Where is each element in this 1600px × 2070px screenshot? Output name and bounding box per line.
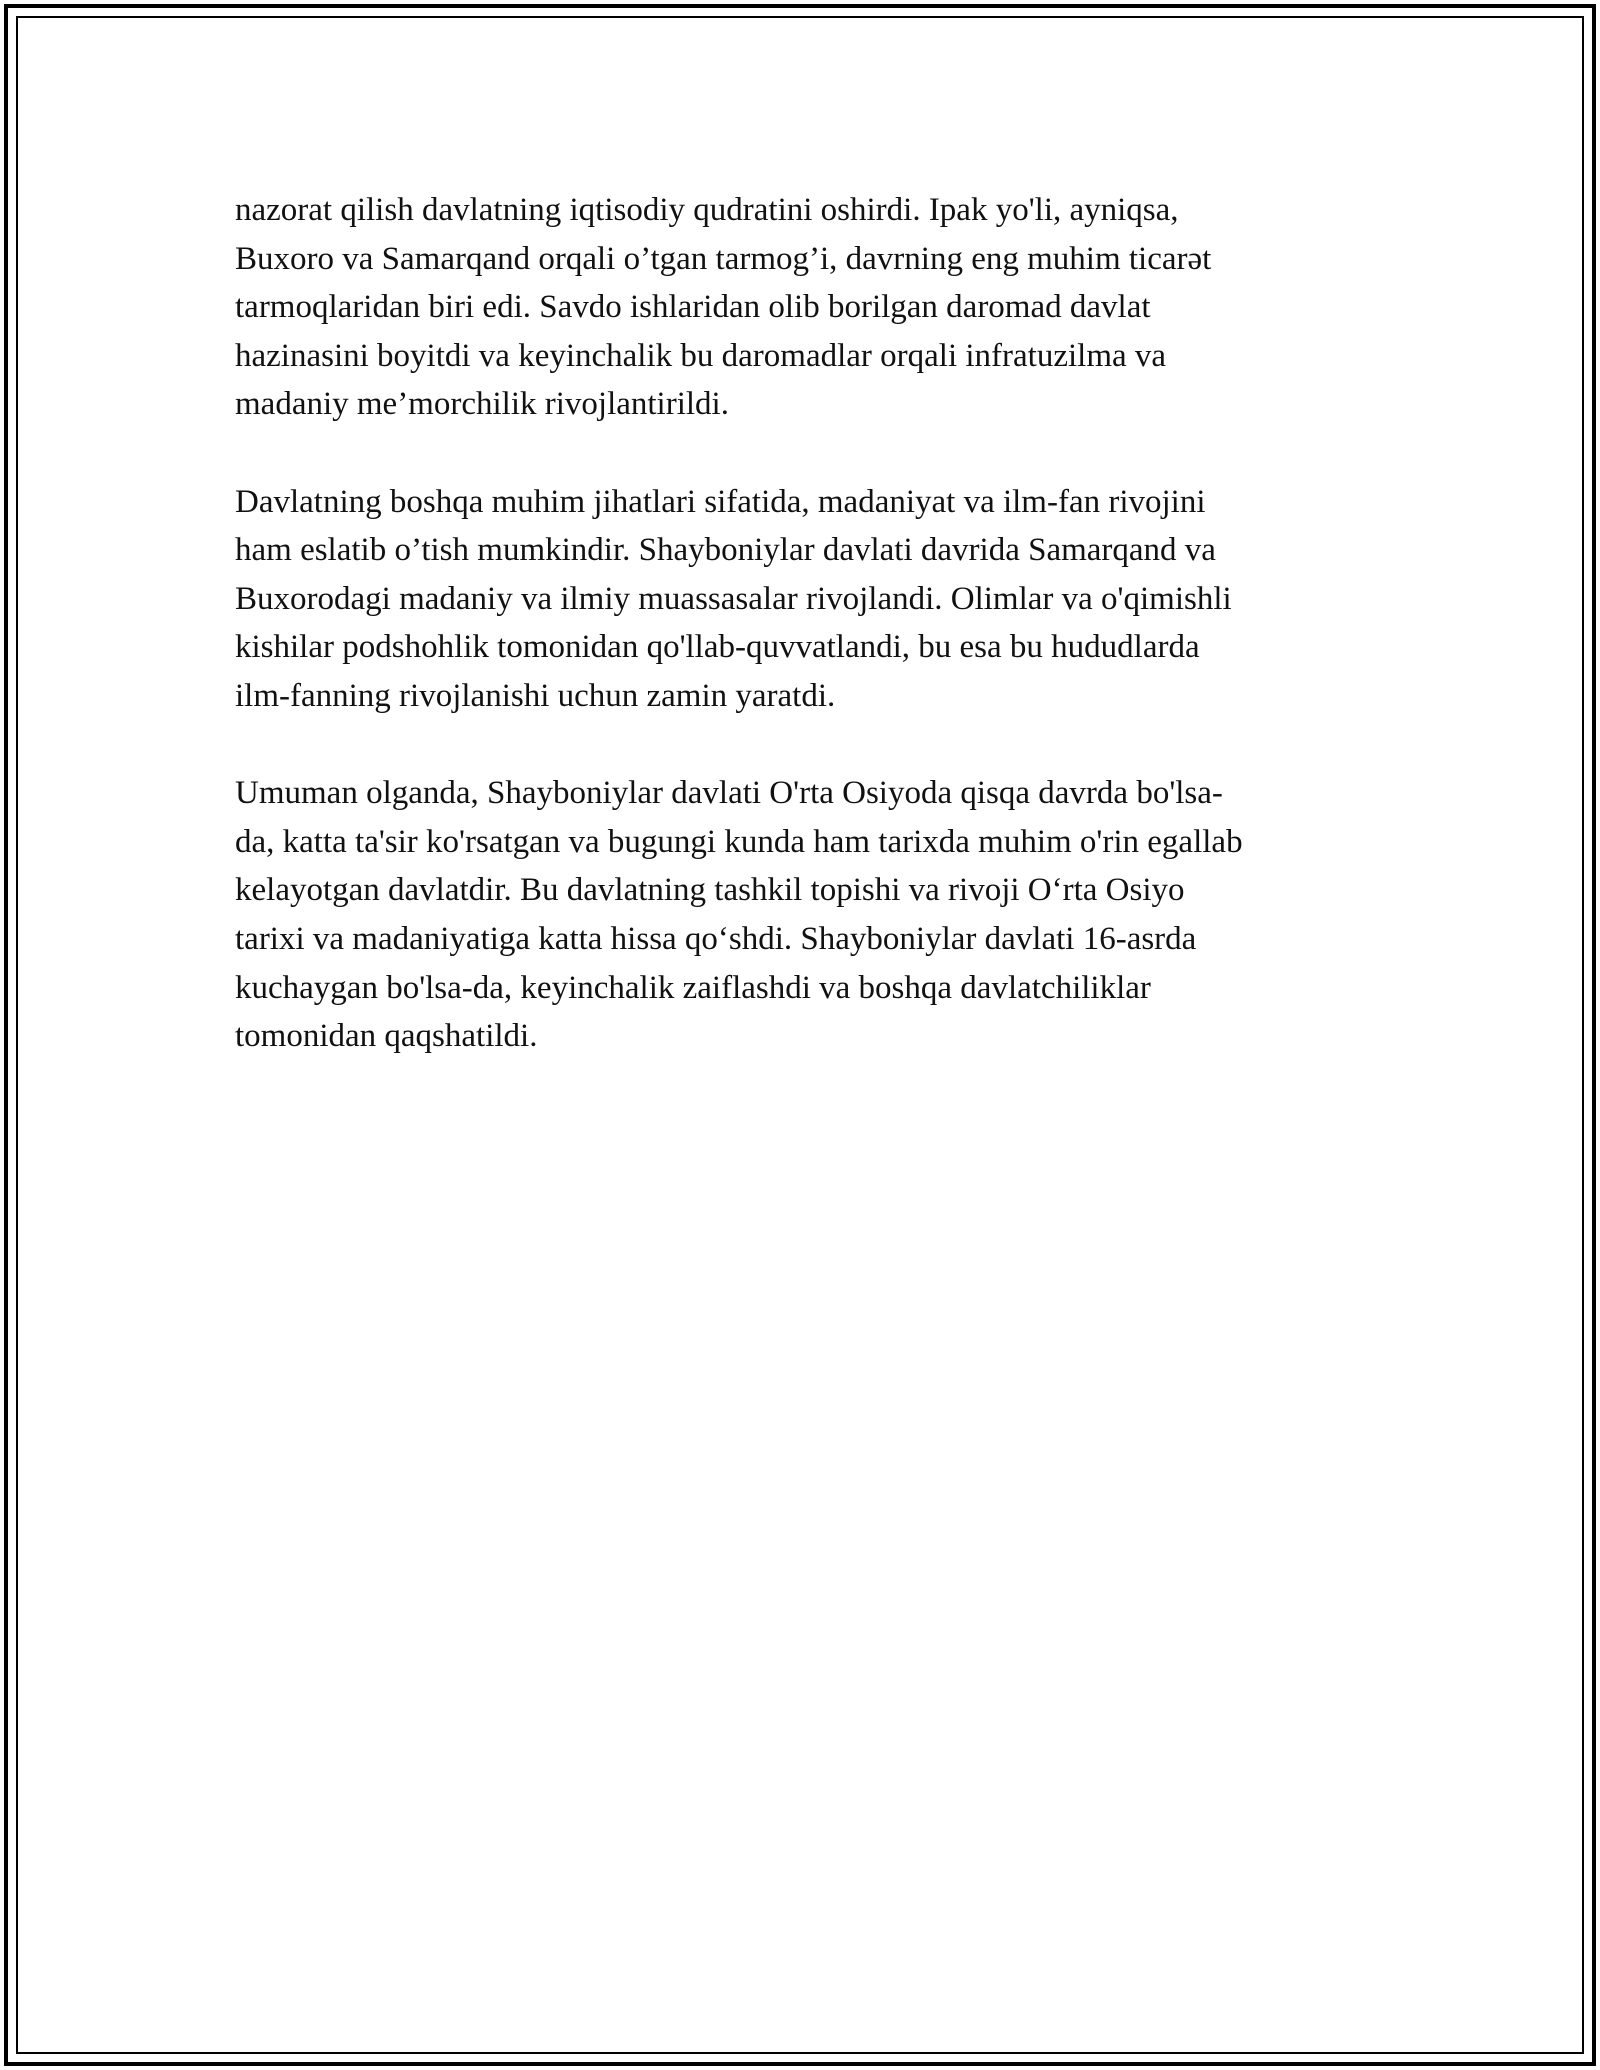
text-line: Umuman olganda, Shayboniylar davlati O'rta Osiyoda qisqa davrda bo'lsa- — [235, 775, 1223, 812]
text-line: tomonidan qaqshatildi. — [235, 1018, 538, 1055]
text-line: madaniy me’morchilik rivojlantirildi. — [235, 386, 729, 423]
text-line: nazorat qilish davlatning iqtisodiy qudratini oshirdi. Ipak yo'li, ayniqsa, — [235, 192, 1179, 228]
text-line: tarmoqlaridan biri edi. Savdo ishlaridan olib borilgan daromad davlat — [235, 289, 1151, 326]
text-line: Buxoro va Samarqand orqali o’tgan tarmog’i, davrning eng muhim ticarət — [235, 240, 1212, 277]
text-line: ilm-fanning rivojlanishi uchun zamin yaratdi. — [235, 677, 836, 714]
text-line: Davlatning boshqa muhim jihatlari sifatida, madaniyat va ilm-fan rivojini — [235, 483, 1206, 520]
text-line: hazinasini boyitdi va keyinchalik bu daromadlar orqali infratuzilma va — [235, 337, 1167, 374]
text-line: Buxorodagi madaniy va ilmiy muassasalar rivojlandi. Olimlar va o'qimishli — [235, 580, 1232, 617]
text-line: kelayotgan davlatdir. Bu davlatning tashkil topishi va rivoji O‘rta Osiyo — [235, 872, 1185, 909]
text-line: da, katta ta'sir ko'rsatgan va bugungi kunda ham tarixda muhim o'rin egallab — [235, 823, 1243, 860]
paragraph-3 — [235, 769, 1375, 1061]
text-line: kuchaygan bo'lsa-da, keyinchalik zaiflashdi va boshqa davlatchiliklar — [235, 969, 1151, 1006]
paragraph-2 — [235, 478, 1375, 721]
text-line: tarixi va madaniyatiga katta hissa qo‘shdi. Shayboniylar davlati 16-asrda — [235, 920, 1197, 957]
text-line: ham eslatib o’tish mumkindir. Shayboniylar davlati davrida Samarqand va — [235, 532, 1216, 569]
document-body — [235, 186, 1375, 1109]
text-line: kishilar podshohlik tomonidan qo'llab-quvvatlandi, bu esa bu hududlarda — [235, 629, 1200, 666]
paragraph-1 — [235, 186, 1375, 429]
